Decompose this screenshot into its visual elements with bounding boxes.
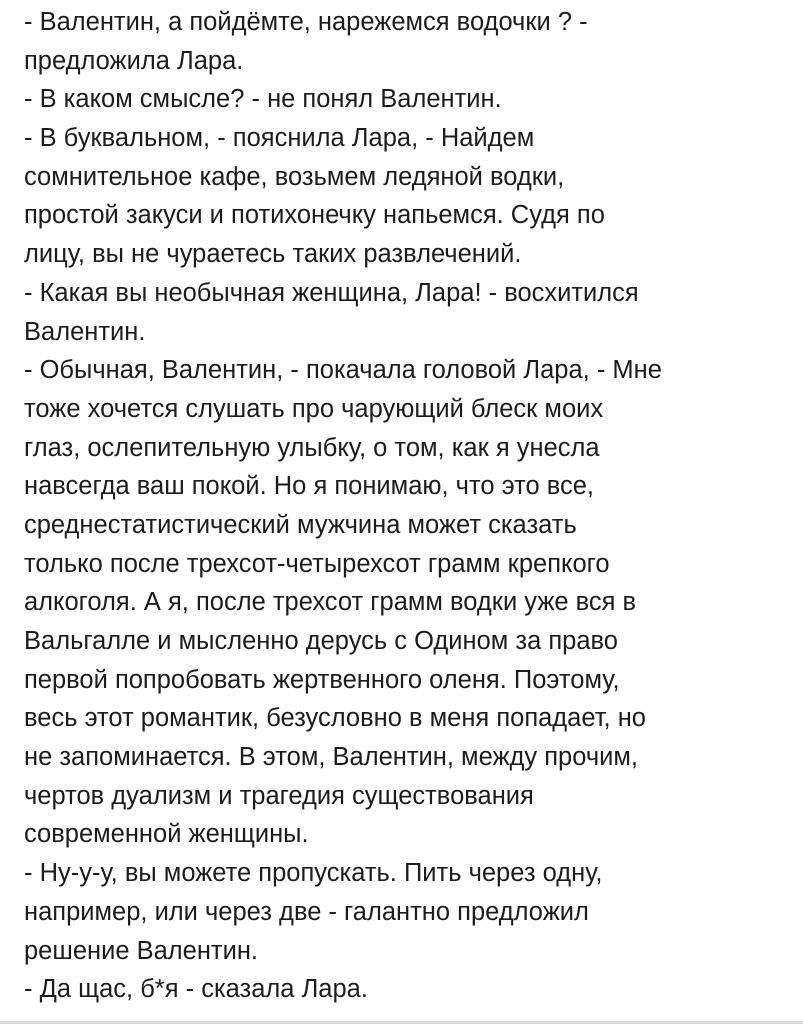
text-line: тоже хочется слушать про чарующий блеск моих xyxy=(24,394,604,423)
text-line: сомнительное кафе, возьмем ледяной водки, xyxy=(24,162,565,191)
text-line: предложила Лара. xyxy=(24,46,244,75)
text-line: глаз, ослепительную улыбку, о том, как я унесла xyxy=(24,433,600,462)
text-line: - В буквальном, - пояснила Лара, - Найдем xyxy=(24,124,535,153)
text-line: не запоминается. В этом, Валентин, между прочим, xyxy=(24,743,638,772)
text-line: - Валентин, а пойдёмте, нарежемся водочки ? - xyxy=(24,8,588,36)
text-line: лицу, вы не чураетесь таких развлечений. xyxy=(24,240,522,269)
text-line: весь этот романтик, безусловно в меня попадает, но xyxy=(24,704,646,733)
text-line: решение Валентин. xyxy=(24,936,259,965)
text-line: среднестатистический мужчина может сказать xyxy=(24,510,577,539)
text-line: - Обычная, Валентин, - покачала головой Лара, - Мне xyxy=(24,356,662,385)
text-line: первой попробовать жертвенного оленя. Поэтому, xyxy=(24,665,620,694)
text-line: - Какая вы необычная женщина, Лара! - восхитился xyxy=(24,278,639,307)
text-line: - Да щас, б*я - сказала Лара. xyxy=(24,975,368,1004)
text-line: только после трехсот-четырехсот грамм крепкого xyxy=(24,549,610,578)
text-line: навсегда ваш покой. Но я понимаю, что это все, xyxy=(24,472,595,501)
text-line: Вальгалле и мысленно дерусь с Одином за право xyxy=(24,627,618,655)
text-line: простой закуси и потихонечку напьемся. Судя по xyxy=(24,201,605,230)
text-line: современной женщины. xyxy=(24,820,309,849)
text-line: - В каком смысле? - не понял Валентин. xyxy=(24,85,502,114)
text-line: алкоголя. А я, после трехсот грамм водки уже вся в xyxy=(24,588,637,617)
text-line: например, или через две - галантно предложил xyxy=(24,897,589,926)
post-text xyxy=(24,3,794,1009)
text-line: - Ну-у-у, вы можете пропускать. Пить через одну, xyxy=(24,859,603,888)
text-line: чертов дуализм и трагедия существования xyxy=(24,781,534,810)
text-line: Валентин. xyxy=(24,317,146,346)
